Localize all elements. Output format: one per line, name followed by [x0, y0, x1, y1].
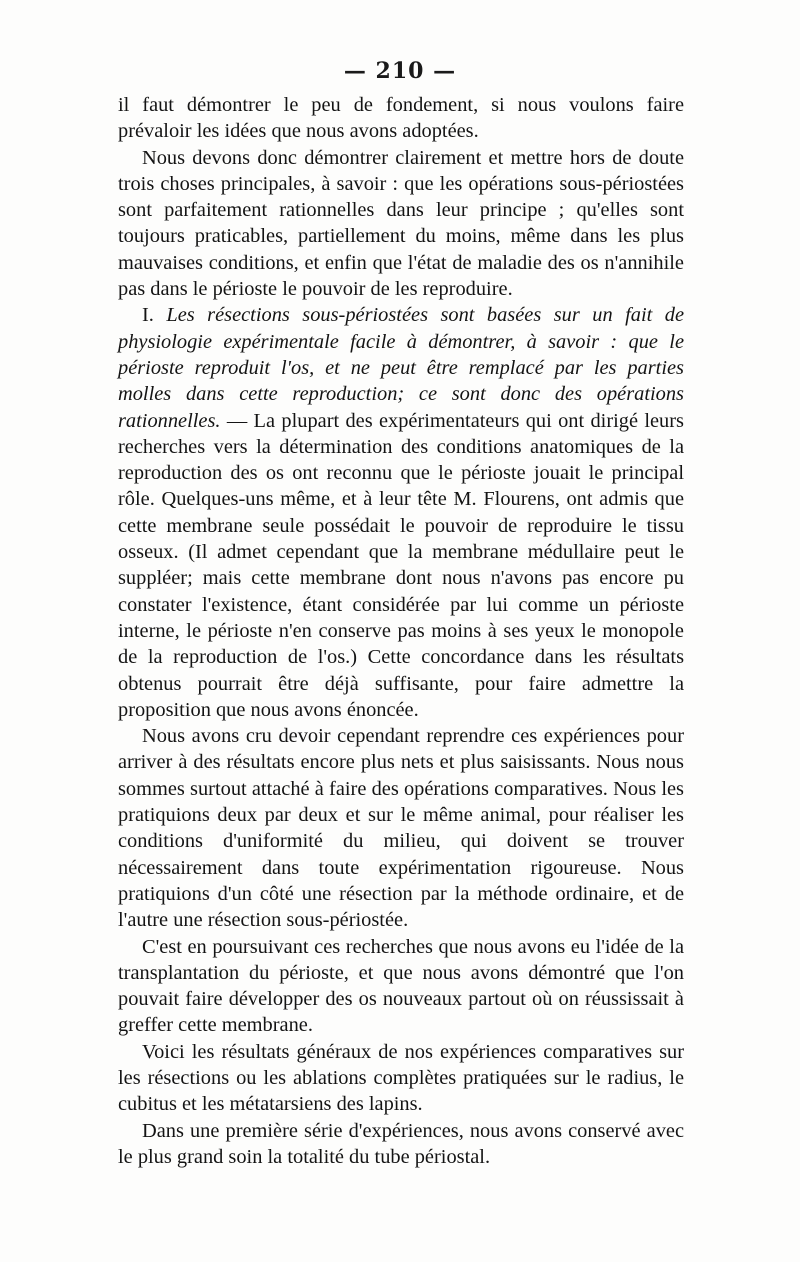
- section-numeral: I.: [142, 304, 154, 327]
- paragraph-6: Voici les résultats généraux de nos expériences comparatives sur les résections ou les ablations complètes pratiquées sur le radius, le cubitus et les métatarsiens des lapins.: [118, 1040, 684, 1116]
- page-number: — 210 —: [343, 58, 457, 84]
- body-text: [118, 92, 684, 1170]
- paragraph-4: Nous avons cru devoir cependant reprendre ces expériences pour arriver à des résultats encore plus nets et plus saisissants. Nous nous sommes surtout attaché à faire des opérations comparatives. Nous les pratiquions deux par deux et sur le même animal, pour réaliser les conditions d'uniformité du milieu, qui doivent se trouver nécessairement dans toute expérimentation rigoureuse. Nous pratiquions d'un côté une résection par la méthode ordinaire, et de l'autre une résection sous-périostée.: [118, 725, 684, 932]
- paragraph-2: Nous devons donc démontrer clairement et mettre hors de doute trois choses principales, à savoir : que les opérations sous-périostées sont parfaitement rationnelles dans leur principe ; qu'elles sont toujours praticables, partiellement du moins, même dans les plus mauvaises conditions, et enfin que l'état de maladie des os n'annihile pas dans le périoste le pouvoir de les reproduire.: [118, 146, 684, 301]
- paragraph-7: Dans une première série d'expériences, nous avons conservé avec le plus grand soin la totalité du tube périostal.: [118, 1119, 684, 1168]
- paragraph-5: C'est en poursuivant ces recherches que nous avons eu l'idée de la transplantation du périoste, et que nous avons démontré que l'on pouvait faire développer des os nouveaux partout où on réussissait à greffer cette membrane.: [118, 935, 684, 1037]
- section-heading-italic: Les résections sous-périostées sont basées sur un fait de physiologie expérimentale facile à démontrer, à savoir : que le périoste reproduit l'os, et ne peut être remplacé par les parties molles dans cette reproduction; ce sont donc des opérations rationnelles.: [118, 304, 684, 432]
- paragraph-3-body: — La plupart des expérimentateurs qui ont dirigé leurs recherches vers la détermination des conditions anatomiques de la reproduction des os ont reconnu que le périoste jouait le principal rôle. Quelques-uns même, et à leur tête M. Flourens, ont admis que cette membrane seule possédait le pouvoir de reproduire le tissu osseux. (Il admet cependant que la membrane médullaire peut le suppléer; mais cette membrane dont nous n'avons pas encore pu constater l'existence, étant considérée par lui comme un périoste interne, le périoste n'en conserve pas moins à ses yeux le monopole de la reproduction de l'os.) Cette concordance dans les résultats obtenus pourrait être déjà suffisante, pour faire admettre la proposition que nous avons énoncée.: [118, 409, 684, 721]
- paragraph-3: [118, 302, 684, 723]
- paragraph-1: il faut démontrer le peu de fondement, si nous voulons faire prévaloir les idées que nous avons adoptées.: [118, 94, 684, 143]
